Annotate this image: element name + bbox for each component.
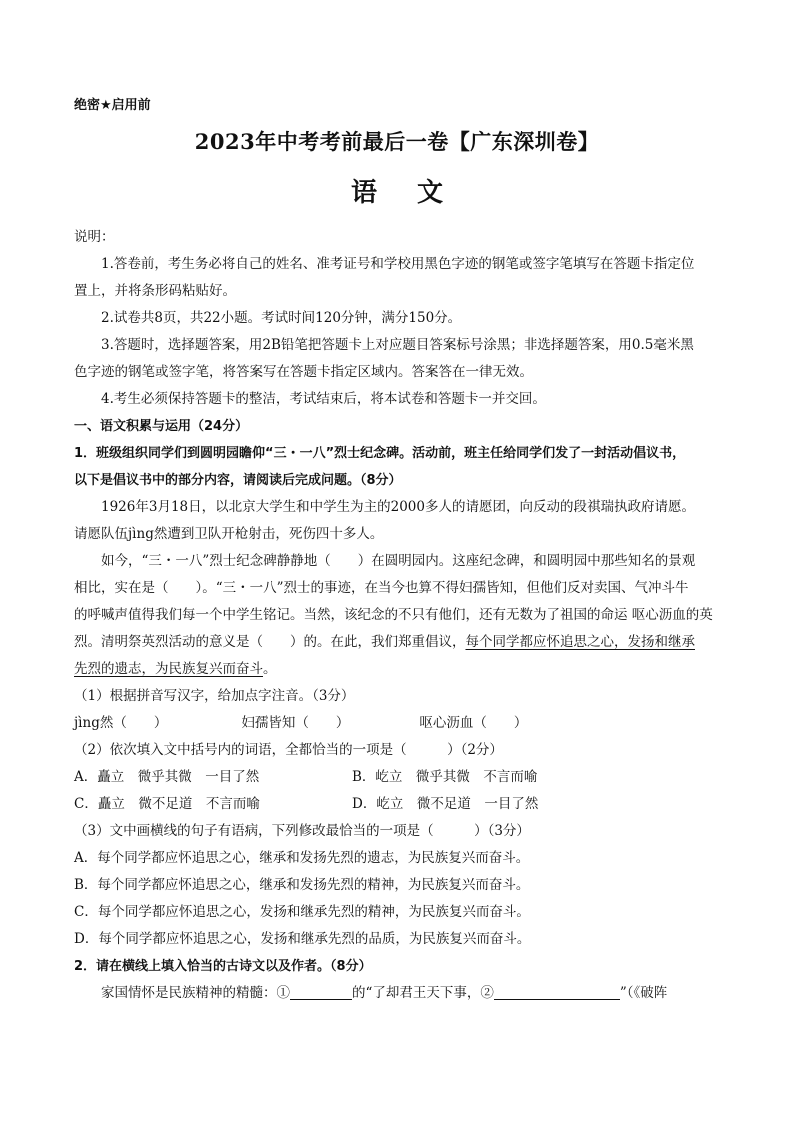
instruction-line: 4.考生必须保持答题卡的整洁，考试结束后，将本试卷和答题卡一并交回。	[101, 391, 546, 407]
passage-line: 相比，实在是（ ）。“三・一八”烈士的事迹，在当今也算不得妇孺皆知，但他们反对卖国、气冲斗牛	[74, 580, 689, 596]
secret-label: 绝密★启用前	[74, 98, 151, 113]
fill-text: 的“了却君王天下事，②	[352, 985, 494, 1001]
question-stem: 以下是倡议书中的部分内容，请阅读后完成问题。（8分）	[74, 473, 402, 488]
option-d: D．每个同学都应怀追思之心，发扬和继承先烈的品质，为民族复兴而奋斗。	[74, 931, 531, 947]
subject-title	[0, 172, 794, 209]
underlined-sentence: 每个同学都应怀追思之心，发扬和继承	[465, 634, 695, 650]
instructions-heading: 说明：	[74, 229, 115, 245]
subject-char-1: 语	[350, 178, 377, 208]
instruction-line: 色字迹的钢笔或签字笔，将答案写在答题卡指定区域内。答案答在一律无效。	[74, 364, 533, 380]
instruction-line: 3.答题时，选择题答案，用2B铅笔把答题卡上对应题目答案标号涂黑；非选择题答案，用0.5毫米黑	[101, 337, 694, 353]
fill-in-line	[74, 980, 724, 1007]
option-row	[74, 764, 724, 791]
instruction-line: 2.试卷共8页，共22小题。考试时间120分钟，满分150分。	[101, 310, 462, 326]
passage-text: 烈。清明祭英烈活动的意义是（ ）的。在此，我们郑重倡议，	[74, 634, 466, 650]
question-stem: 1．班级组织同学们到圆明园瞻仰“三・一八”烈士纪念碑。活动前，班主任给同学们发了一封活动倡议书，	[74, 446, 686, 461]
sub-question-prompt: （1）根据拼音写汉字，给加点字注音。（3分）	[74, 688, 355, 704]
exam-body	[74, 224, 724, 1007]
pinyin-item: jìng然（ ）	[74, 715, 168, 731]
section-heading: 一、语文积累与运用（24分）	[74, 419, 249, 434]
exam-title: 2023年中考考前最后一卷【广东深圳卷】	[194, 129, 600, 154]
pinyin-item: 妇孺皆知（ ）	[241, 715, 350, 731]
sub-question-prompt: （2）依次填入文中括号内的词语，全都恰当的一项是（ ）（2分）	[74, 742, 503, 758]
passage-text: 。	[263, 661, 277, 677]
option-c: C．每个同学都应怀追思之心，发扬和继承先烈的精神，为民族复兴而奋斗。	[74, 904, 530, 920]
sub-question-prompt: （3）文中画横线的句子有语病，下列修改最恰当的一项是（ ）（3分）	[74, 823, 530, 839]
passage-line: 如今，“三・一八”烈士纪念碑静静地（ ）在圆明园内。这座纪念碑，和圆明园中那些知名的景观	[101, 553, 696, 569]
passage-line	[74, 629, 724, 656]
option-a: A．每个同学都应怀追思之心，继承和发扬先烈的遗志，为民族复兴而奋斗。	[74, 850, 530, 866]
passage-line: 1926年3月18日，以北京大学生和中学生为主的2000多人的请愿团，向反动的段祺瑞执政府请愿。	[101, 499, 695, 515]
underlined-sentence: 先烈的遗志，为民族复兴而奋斗	[74, 661, 263, 677]
answer-blank[interactable]	[290, 983, 352, 1000]
option-c: C．矗立 微不足道 不言而喻	[74, 796, 260, 812]
passage-line	[74, 656, 724, 683]
option-b: B．每个同学都应怀追思之心，继承和发扬先烈的精神，为民族复兴而奋斗。	[74, 877, 530, 893]
pinyin-row	[74, 710, 724, 737]
option-row	[74, 791, 724, 818]
fill-text: 家国情怀是民族精神的精髓：①	[101, 985, 290, 1001]
passage-line: 的呼喊声值得我们每一个中学生铭记。当然，该纪念的不只有他们，还有无数为了祖国的命运 呕心沥血的英	[74, 607, 713, 623]
subject-char-2: 文	[417, 178, 444, 208]
instruction-line: 1.答卷前，考生务必将自己的姓名、准考证号和学校用黑色字迹的钢笔或签字笔填写在答题卡指定位	[101, 256, 695, 272]
instruction-line: 置上，并将条形码粘贴好。	[74, 283, 236, 299]
pinyin-item: 呕心沥血（ ）	[419, 715, 528, 731]
question-stem: 2．请在横线上填入恰当的古诗文以及作者。（8分）	[74, 959, 372, 974]
option-d: D．屹立 微不足道 一目了然	[352, 796, 539, 812]
option-a: A．矗立 微乎其微 一目了然	[74, 769, 260, 785]
option-b: B．屹立 微乎其微 不言而喻	[352, 769, 538, 785]
passage-line: 请愿队伍jìng然遭到卫队开枪射击，死伤四十多人。	[74, 526, 384, 542]
answer-blank[interactable]	[494, 983, 620, 1000]
fill-text: ”（《破阵	[619, 985, 668, 1001]
